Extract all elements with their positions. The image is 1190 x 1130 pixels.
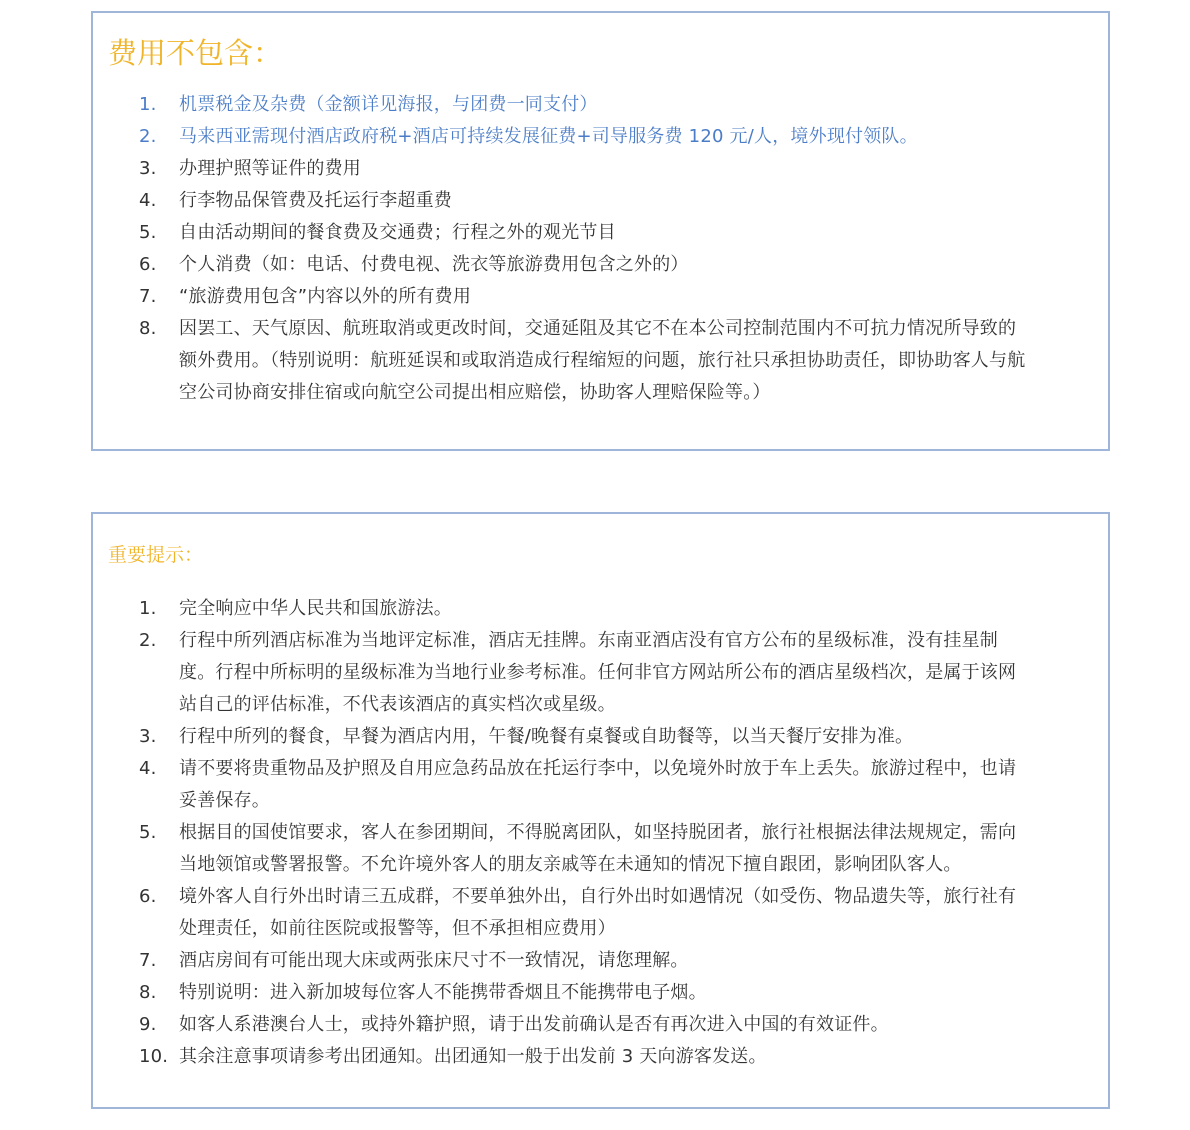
important-notes-title: 重要提示： — [108, 544, 204, 566]
item-text: 行程中所列的餐食，早餐为酒店内用，午餐/晚餐有桌餐或自助餐等，以当天餐厅安排为准。 — [179, 726, 914, 747]
fees-excluded-list — [93, 89, 1033, 409]
list-item — [93, 945, 1033, 977]
item-number: 1. — [139, 598, 157, 619]
item-text: 请不要将贵重物品及护照及自用应急药品放在托运行李中，以免境外时放于车上丢失。旅游过程中，也请妥善保存。 — [179, 758, 1017, 811]
list-item — [93, 281, 1033, 313]
item-text: 因罢工、天气原因、航班取消或更改时间，交通延阻及其它不在本公司控制范围内不可抗力情况所导致的额外费用。（特别说明：航班延误和或取消造成行程缩短的问题，旅行社只承担协助责任，即协助客人与航空公司协商安排住宿或向航空公司提出相应赔偿，协助客人理赔保险等。） — [179, 318, 1026, 403]
list-item — [93, 89, 1033, 121]
list-item — [93, 1009, 1033, 1041]
item-number: 8. — [139, 982, 157, 1003]
item-text: “旅游费用包含”内容以外的所有费用 — [179, 286, 472, 307]
item-text: 如客人系港澳台人士，或持外籍护照，请于出发前确认是否有再次进入中国的有效证件。 — [179, 1014, 889, 1035]
list-item — [93, 977, 1033, 1009]
list-item — [93, 185, 1033, 217]
item-text: 行程中所列酒店标准为当地评定标准，酒店无挂牌。东南亚酒店没有官方公布的星级标准，没有挂星制度。行程中所标明的星级标准为当地行业参考标准。任何非官方网站所公布的酒店星级档次，是属于该网站自己的评估标准，不代表该酒店的真实档次或星级。 — [179, 630, 1017, 715]
list-item — [93, 817, 1033, 881]
item-text: 完全响应中华人民共和国旅游法。 — [179, 598, 452, 619]
item-text: 办理护照等证件的费用 — [179, 158, 361, 179]
item-number: 6. — [139, 254, 157, 275]
item-number: 6. — [139, 886, 157, 907]
item-number: 3. — [139, 726, 157, 747]
fees-excluded-title: 费用不包含： — [108, 36, 283, 70]
item-text: 根据目的国使馆要求，客人在参团期间，不得脱离团队，如坚持脱团者，旅行社根据法律法规规定，需向当地领馆或警署报警。不允许境外客人的朋友亲戚等在未通知的情况下擅自跟团，影响团队客人。 — [179, 822, 1017, 875]
item-text: 其余注意事项请参考出团通知。出团通知一般于出发前 3 天向游客发送。 — [179, 1046, 767, 1067]
item-number: 3. — [139, 158, 157, 179]
item-text: 马来西亚需现付酒店政府税+酒店可持续发展征费+司导服务费 120 元/人，境外现付领队。 — [179, 126, 918, 147]
important-notes-list — [93, 593, 1033, 1073]
item-number: 5. — [139, 222, 157, 243]
list-item — [93, 721, 1033, 753]
list-item — [93, 313, 1033, 409]
list-item — [93, 593, 1033, 625]
list-item — [93, 1041, 1033, 1073]
list-item — [93, 217, 1033, 249]
item-number: 9. — [139, 1014, 157, 1035]
list-item — [93, 881, 1033, 945]
fees-excluded-panel — [91, 11, 1110, 451]
item-number: 1. — [139, 94, 157, 115]
list-item — [93, 249, 1033, 281]
item-number: 4. — [139, 190, 157, 211]
important-notes-panel — [91, 512, 1110, 1109]
list-item — [93, 753, 1033, 817]
item-number: 2. — [139, 630, 157, 651]
item-number: 4. — [139, 758, 157, 779]
item-number: 5. — [139, 822, 157, 843]
item-number: 8. — [139, 318, 157, 339]
list-item — [93, 153, 1033, 185]
item-text: 酒店房间有可能出现大床或两张床尺寸不一致情况，请您理解。 — [179, 950, 689, 971]
item-text: 特别说明：进入新加坡每位客人不能携带香烟且不能携带电子烟。 — [179, 982, 707, 1003]
item-number: 10. — [139, 1046, 169, 1067]
item-number: 7. — [139, 950, 157, 971]
item-text: 自由活动期间的餐食费及交通费；行程之外的观光节目 — [179, 222, 616, 243]
list-item — [93, 121, 1033, 153]
item-text: 境外客人自行外出时请三五成群，不要单独外出，自行外出时如遇情况（如受伤、物品遗失等，旅行社有处理责任，如前往医院或报警等，但不承担相应费用） — [179, 886, 1017, 939]
item-text: 机票税金及杂费（金额详见海报，与团费一同支付） — [179, 94, 598, 115]
item-number: 2. — [139, 126, 157, 147]
list-item — [93, 625, 1033, 721]
item-number: 7. — [139, 286, 157, 307]
item-text: 行李物品保管费及托运行李超重费 — [179, 190, 452, 211]
item-text: 个人消费（如：电话、付费电视、洗衣等旅游费用包含之外的） — [179, 254, 689, 275]
